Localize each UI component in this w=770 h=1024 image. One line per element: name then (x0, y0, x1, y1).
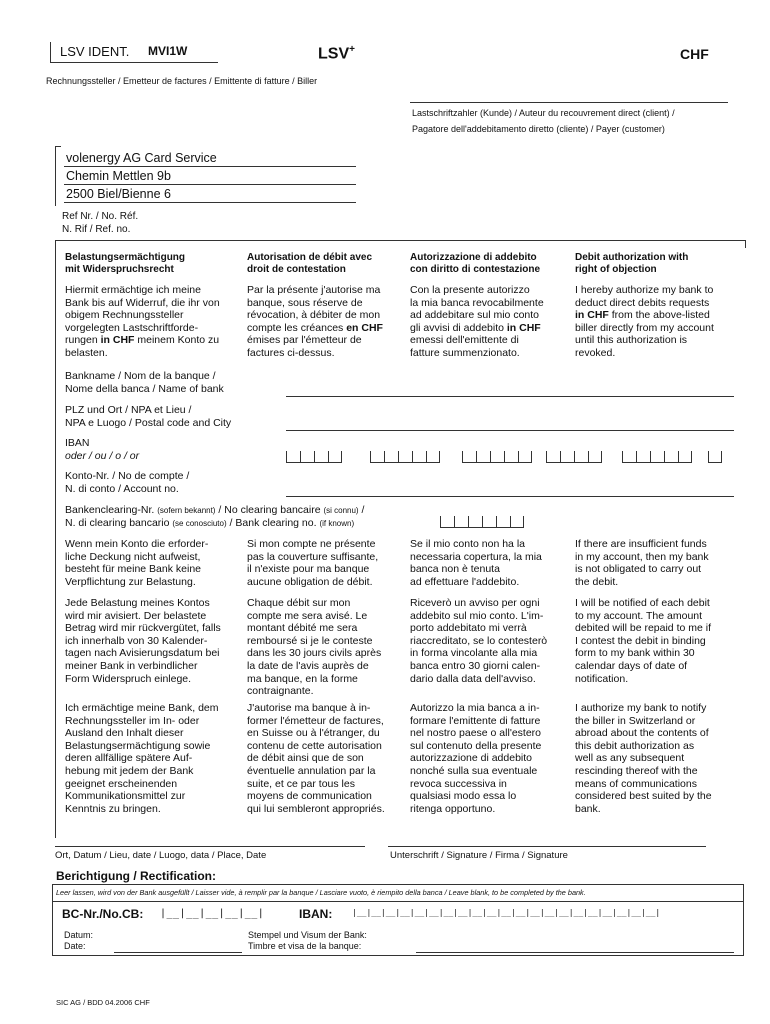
col-heading-it: Autorizzazione di addebito con diritto di contestazione (410, 252, 541, 275)
payer-label-1: Lastschriftzahler (Kunde) / Auteur du recouvrement direct (client) / (412, 108, 675, 118)
iban-input-group-5[interactable] (622, 451, 692, 463)
para-3-fr: J'autorise ma banque à in- former l'émetteur de factures, en Suisse ou à l'étranger, du contenu de cette autorisation de débit ainsi que de son éventuelle annulation par la suite, et ce par tous les moyens de communication qui lui sembleront appropriés. (247, 702, 385, 815)
box-right-tick (745, 240, 746, 248)
para-3-it: Autorizzo la mia banca a in- formare l'emittente di fatture nel nostro paese o all'estero sul contenuto della presente autorizzazione di addebito nonché sulla sua eventuale revoca successiva in qualsiasi modo essa lo ritenga opportuno. (410, 702, 542, 815)
account-input-line[interactable] (286, 496, 734, 497)
bank-name-label-2: Nome della banca / Name of bank (65, 383, 224, 395)
para-2-de: Jede Belastung meines Kontos wird mir avisiert. Der belastete Betrag wird mir rückvergütet, falls ich innerhalb von 30 Kalender- tagen nach Avisierungsdatum bei meiner Bank in verbindlicher Form Widerspruch einlege. (65, 597, 221, 685)
rect-date-label-1: Datum: (64, 930, 94, 940)
bank-name-input-line[interactable] (286, 396, 734, 397)
payer-line (410, 102, 728, 103)
box-top-right (734, 240, 745, 241)
clearing-label-2: N. di clearing bancario (se conosciuto) / Bank clearing no. (if known) (65, 517, 355, 529)
rect-stamp-label-1: Stempel und Visum der Bank: (248, 930, 367, 940)
iban-label-2: oder / ou / o / or (65, 450, 140, 462)
form-title: LSV+ (318, 44, 355, 63)
rect-date-line[interactable] (114, 952, 242, 953)
biller-address-line-1: volenergy AG Card Service (66, 151, 217, 165)
address-bracket (55, 146, 56, 206)
rect-stamp-label-2: Timbre et visa de la banque: (248, 941, 362, 951)
ref-label-2: N. Rif / Ref. no. (62, 224, 131, 235)
para-2-fr: Chaque débit sur mon compte me sera avisé. Le montant débité me sera remboursé si je le conteste dans les 30 jours civils après la date de l'avis auprès de ma banque, en la forme contraignante. (247, 597, 382, 698)
rect-iban-label: IBAN: (299, 907, 333, 921)
address-line-2-rule (64, 184, 356, 185)
rectification-note-rule (52, 901, 744, 902)
bc-input-cells[interactable]: |__|__|__|__|__| (160, 908, 265, 919)
ref-label-1: Ref Nr. / No. Réf. (62, 211, 139, 222)
para-2-en: I will be notified of each debit to my account. The amount debited will be repaid to me if I contest the debit in binding form to my bank within 30 calendar days of date of notification. (575, 597, 711, 685)
iban-input-group-1[interactable] (286, 451, 342, 463)
para-1-de: Wenn mein Konto die erforder- liche Deckung nicht aufweist, besteht für meine Bank keine Verpflichtung zur Belastung. (65, 538, 209, 588)
para-3-en: I authorize my bank to notify the biller in Switzerland or abroad about the contents of this debit authorization as well as any subsequent rescinding thereof with the means of communications considered best suited by the bank. (575, 702, 712, 815)
signature-label: Unterschrift / Signature / Firma / Signature (390, 850, 568, 861)
para-1-fr: Si mon compte ne présente pas la couverture suffisante, il n'existe pour ma banque aucune obligation de débit. (247, 538, 379, 588)
rect-stamp-line[interactable] (416, 952, 734, 953)
iban-input-group-3[interactable] (462, 451, 532, 463)
lsv-ident-label: LSV IDENT. (60, 44, 130, 59)
address-line-1-rule (64, 166, 356, 167)
payer-label-2: Pagatore dell'addebitamento diretto (cliente) / Payer (customer) (412, 124, 665, 134)
place-date-line[interactable] (55, 846, 365, 847)
clearing-input-cells[interactable] (440, 516, 524, 528)
biller-label: Rechnungssteller / Emetteur de factures / Emittente di fatture / Biller (46, 76, 318, 86)
plz-input-line[interactable] (286, 430, 734, 431)
col-body-fr: Par la présente j'autorise ma banque, sous réserve de révocation, à débiter de mon compte les créances en CHF émises par l'émetteur de factures ci-dessus. (247, 284, 383, 359)
account-label-1: Konto-Nr. / No de compte / (65, 470, 190, 482)
col-body-de: Hiermit ermächtige ich meine Bank bis auf Widerruf, die ihr von obigem Rechnungssteller vorgelegten Lastschriftforde- rungen in CHF meinem Konto zu belasten. (65, 284, 220, 359)
col-heading-en: Debit authorization with right of objection (575, 252, 689, 275)
plz-label-1: PLZ und Ort / NPA et Lieu / (65, 404, 192, 416)
biller-address-line-2: Chemin Mettlen 9b (66, 169, 171, 183)
clearing-label-1: Bankenclearing-Nr. (sofern bekannt) / No clearing bancaire (si connu) / (65, 504, 365, 516)
form-footer: SIC AG / BDD 04.2006 CHF (56, 998, 150, 1007)
plz-label-2: NPA e Luogo / Postal code and City (65, 417, 232, 429)
header-left-bracket (50, 42, 51, 62)
col-body-it: Con la presente autorizzo la mia banca revocabilmente ad addebitare sul mio conto gli avvisi di addebito in CHF emessi dell'emittente di fatture summenzionato. (410, 284, 544, 359)
iban-input-group-6[interactable] (708, 451, 722, 463)
para-3-de: Ich ermächtige meine Bank, dem Rechnungssteller im In- oder Ausland den Inhalt dieser Belastungsermächtigung sowie deren allfällige spätere Auf- hebung mit jedem der Bank geeignet erscheinenden Kommunikationsmittel zur Kenntnis zu bringen. (65, 702, 219, 815)
col-heading-fr: Autorisation de débit avec droit de contestation (247, 252, 373, 275)
col-body-en: I hereby authorize my bank to deduct direct debits requests in CHF from the above-listed biller directly from my account until this authorization is revoked. (575, 284, 714, 359)
header-underline (50, 62, 218, 63)
address-bracket-top (55, 146, 61, 147)
account-label-2: N. di conto / Account no. (65, 483, 179, 495)
biller-address-line-3: 2500 Biel/Bienne 6 (66, 187, 171, 201)
para-2-it: Riceverò un avviso per ogni addebito sul mio conto. L'im- porto addebitato mi verrà riaccreditato, se lo contesterò in forma vincolante alla mia banca entro 30 giorni calen- dario dalla data dell'avviso. (410, 597, 548, 685)
iban-label-1: IBAN (65, 437, 90, 449)
rect-iban-input-cells[interactable]: |__|__|__|__|__|__|__|__|__|__|__|__|__|__|__|__|__|__|__|__|__| (352, 908, 661, 917)
col-heading-de: Belastungsermächtigung mit Widerspruchsrecht (65, 252, 186, 275)
rectification-note: Leer lassen, wird von der Bank ausgefüllt / Laisser vide, à remplir par la banque / Lasciare vuoto, è riempito della banca / Leave blank, to be completed by the bank. (56, 888, 586, 897)
signature-line[interactable] (388, 846, 706, 847)
address-line-3-rule (64, 202, 356, 203)
rect-date-label-2: Date: (64, 941, 86, 951)
iban-input-group-2[interactable] (370, 451, 440, 463)
para-1-it: Se il mio conto non ha la necessaria copertura, la mia banca non è tenuta ad effettuare l'addebito. (410, 538, 542, 588)
para-1-en: If there are insufficient funds in my account, then my bank is not obligated to carry out the debit. (575, 538, 709, 588)
iban-input-group-4[interactable] (546, 451, 602, 463)
currency-label: CHF (680, 46, 709, 62)
place-date-label: Ort, Datum / Lieu, date / Luogo, data / Place, Date (55, 850, 267, 861)
lsv-ident-value: MVI1W (148, 44, 188, 58)
bc-label: BC-Nr./No.CB: (62, 907, 144, 921)
rectification-title: Berichtigung / Rectification: (56, 869, 217, 883)
bank-name-label-1: Bankname / Nom de la banque / (65, 370, 216, 382)
